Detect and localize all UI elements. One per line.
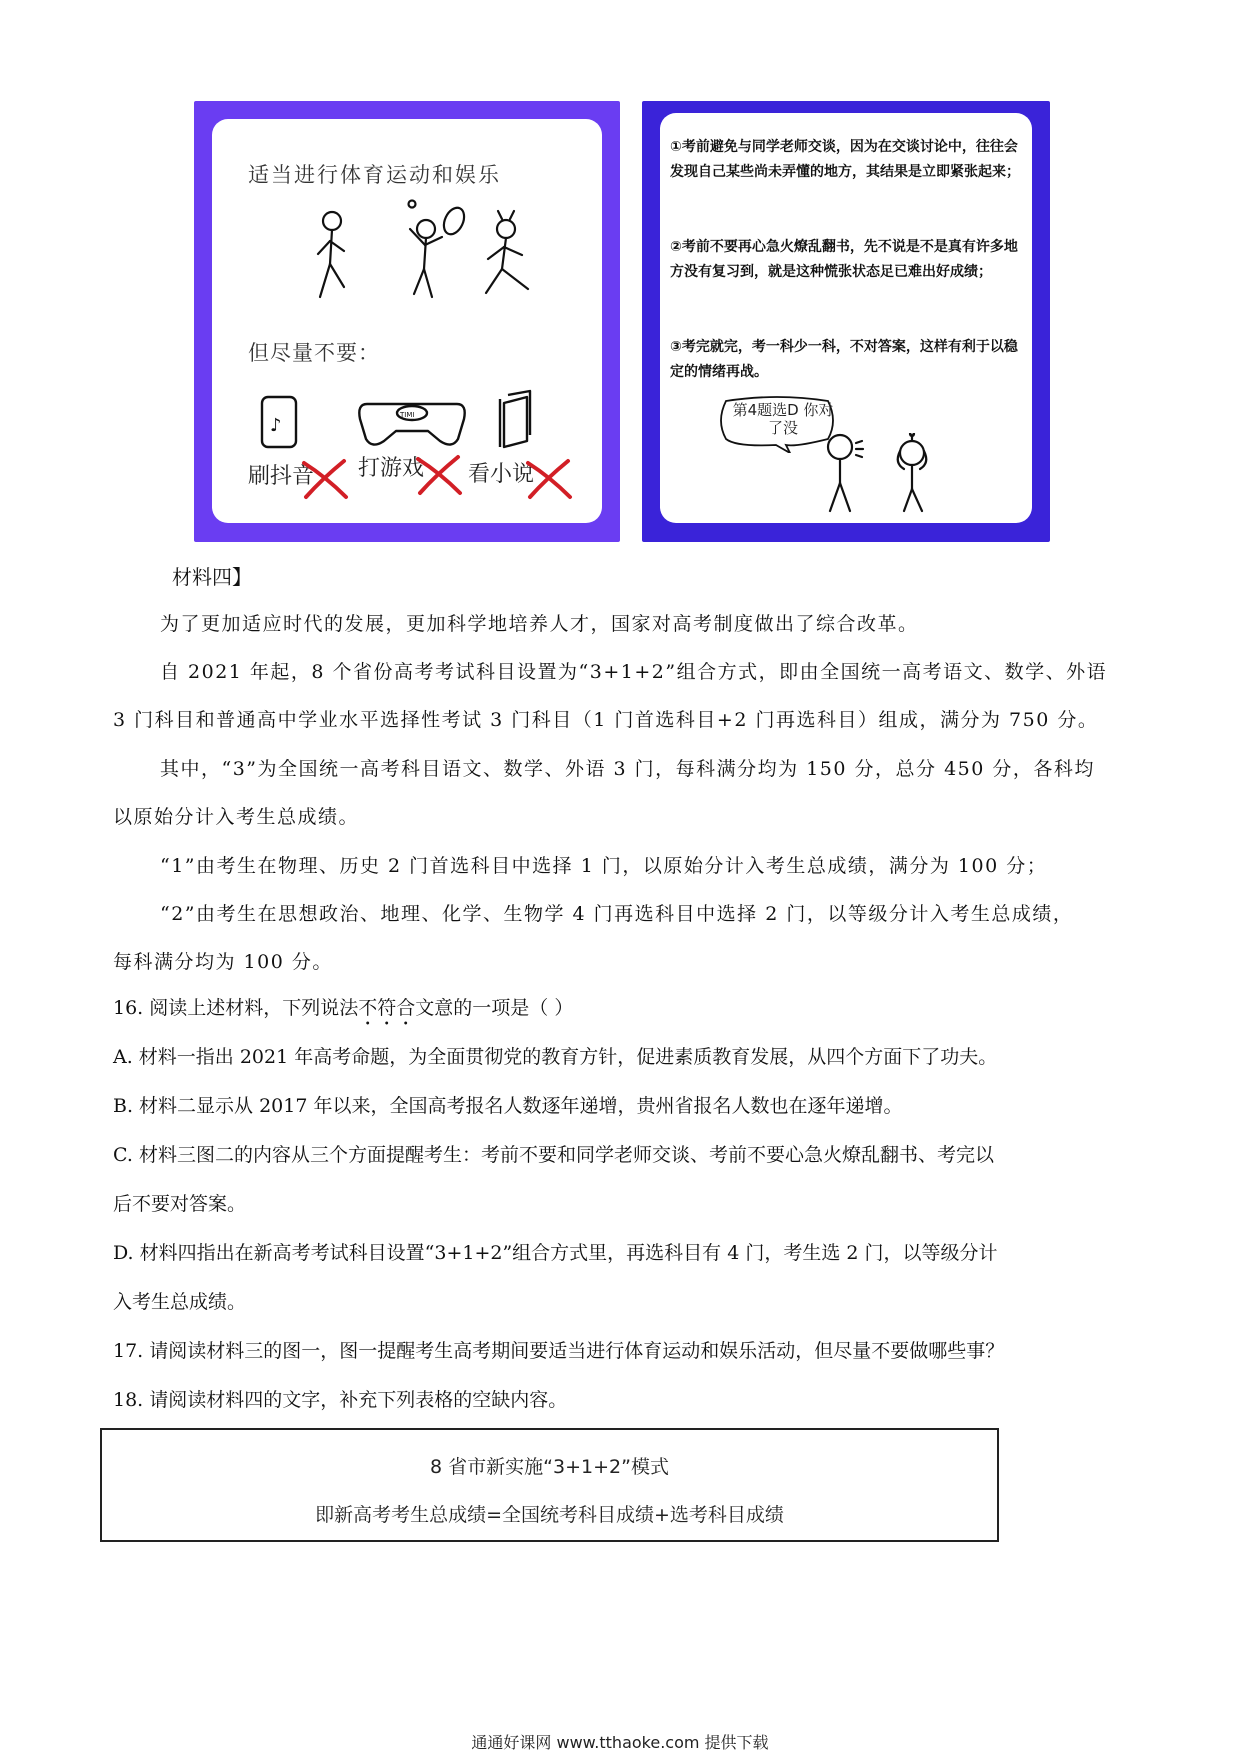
tip-two: ②考前不要再心急火燎乱翻书，先不说是不是真有许多地方没有复习到，就是这种慌张状态足已难出好成绩；: [670, 239, 1018, 280]
figure-one-title: 适当进行体育运动和娱乐: [248, 163, 501, 187]
figure-two-panel: [642, 101, 1050, 542]
two-students-illustration: [810, 433, 950, 513]
game-badge: TIMI: [400, 411, 415, 419]
material-four-paragraph-5a: “2”由考生在思想政治、地理、化学、生物学 4 门再选科目中选择 2 门，以等级分计入考生总成绩，: [160, 903, 1074, 925]
option-a: A. 材料一指出 2021 年高考命题，为全面贯彻党的教育方针，促进素质教育发展，从四个方面下了功夫。: [113, 1046, 998, 1068]
material-four-paragraph-4: “1”由考生在物理、历史 2 门首选科目中选择 1 门，以原始分计入考生总成绩，满分为 100 分；: [160, 855, 1048, 877]
distraction-icons: [252, 389, 582, 459]
option-c-line-1: C. 材料三图二的内容从三个方面提醒考生：考前不要和同学老师交谈、考前不要心急火燎乱翻书、考完以: [113, 1144, 994, 1166]
emphasis-not-consistent: 不符合: [358, 997, 416, 1019]
figure-one-panel: [194, 101, 620, 542]
option-d-line-1: D. 材料四指出在新高考考试科目设置“3+1+2”组合方式里，再选科目有 4 门，考生选 2 门，以等级分计: [113, 1242, 998, 1264]
material-four-paragraph-1: 为了更加适应时代的发展，更加科学地培养人才，国家对高考制度做出了综合改革。: [160, 613, 919, 635]
option-d-line-2: 入考生总成绩。: [113, 1291, 247, 1313]
book-icon: [500, 391, 530, 447]
cross-mark-icon: [300, 457, 350, 501]
question-16: 16. 阅读上述材料，下列说法不符合文意的一项是（ ）: [113, 997, 574, 1019]
material-four-paragraph-5b: 每科满分均为 100 分。: [113, 951, 333, 973]
speech-bubble-text: 第4题选D 你对了没: [732, 401, 834, 437]
material-four-paragraph-3a: 其中，“3”为全国统一高考科目语文、数学、外语 3 门，每科满分均为 150 分，总分 450 分，各科均: [160, 758, 1095, 780]
cross-mark-icon: [414, 453, 464, 497]
svg-text:♪: ♪: [270, 415, 282, 436]
label-douyin: 刷抖音: [248, 464, 315, 489]
table-line-1: 8 省市新实施“3+1+2”模式: [430, 1456, 669, 1478]
material-four-heading: 材料四】: [172, 565, 252, 589]
option-c-line-2: 后不要对答案。: [113, 1193, 247, 1215]
material-four-paragraph-2b: 3 门科目和普通高中学业水平选择性考试 3 门科目（1 门首选科目+2 门再选科目）组成，满分为 750 分。: [113, 709, 1099, 731]
page-footer: 通通好课网 www.tthaoke.com 提供下载: [471, 1733, 769, 1752]
cross-mark-icon: [524, 457, 574, 501]
material-four-paragraph-3b: 以原始分计入考生总成绩。: [113, 806, 360, 828]
table-line-2: 即新高考考生总成绩=全国统考科目成绩+选考科目成绩: [315, 1504, 784, 1526]
question-18: 18. 请阅读材料四的文字，补充下列表格的空缺内容。: [113, 1389, 568, 1411]
figure-two-card: [660, 113, 1032, 523]
label-novels: 看小说: [468, 462, 535, 487]
tip-one: ①考前避免与同学老师交谈，因为在交谈讨论中，往往会发现自己某些尚未弄懂的地方，其结果是立即紧张起来；: [670, 139, 1020, 180]
figure-one-but-text: 但尽量不要：: [248, 341, 380, 365]
material-four-paragraph-2a: 自 2021 年起，8 个省份高考考试科目设置为“3+1+2”组合方式，即由全国统一高考语文、数学、外语: [160, 661, 1108, 683]
question-17: 17. 请阅读材料三的图一，图一提醒考生高考期间要适当进行体育运动和娱乐活动，但尽量不要做哪些事？: [113, 1340, 1005, 1362]
score-table: [100, 1428, 999, 1542]
figure-one-card: [212, 119, 602, 523]
stick-figures-exercise-illustration: [292, 199, 592, 309]
distraction-labels: [248, 457, 588, 507]
option-b: B. 材料二显示从 2017 年以来，全国高考报名人数逐年递增，贵州省报名人数也在逐年递增。: [113, 1095, 903, 1117]
label-games: 打游戏: [358, 456, 425, 481]
tip-three: ③考完就完，考一科少一科，不对答案，这样有利于以稳定的情绪再战。: [670, 339, 1018, 380]
